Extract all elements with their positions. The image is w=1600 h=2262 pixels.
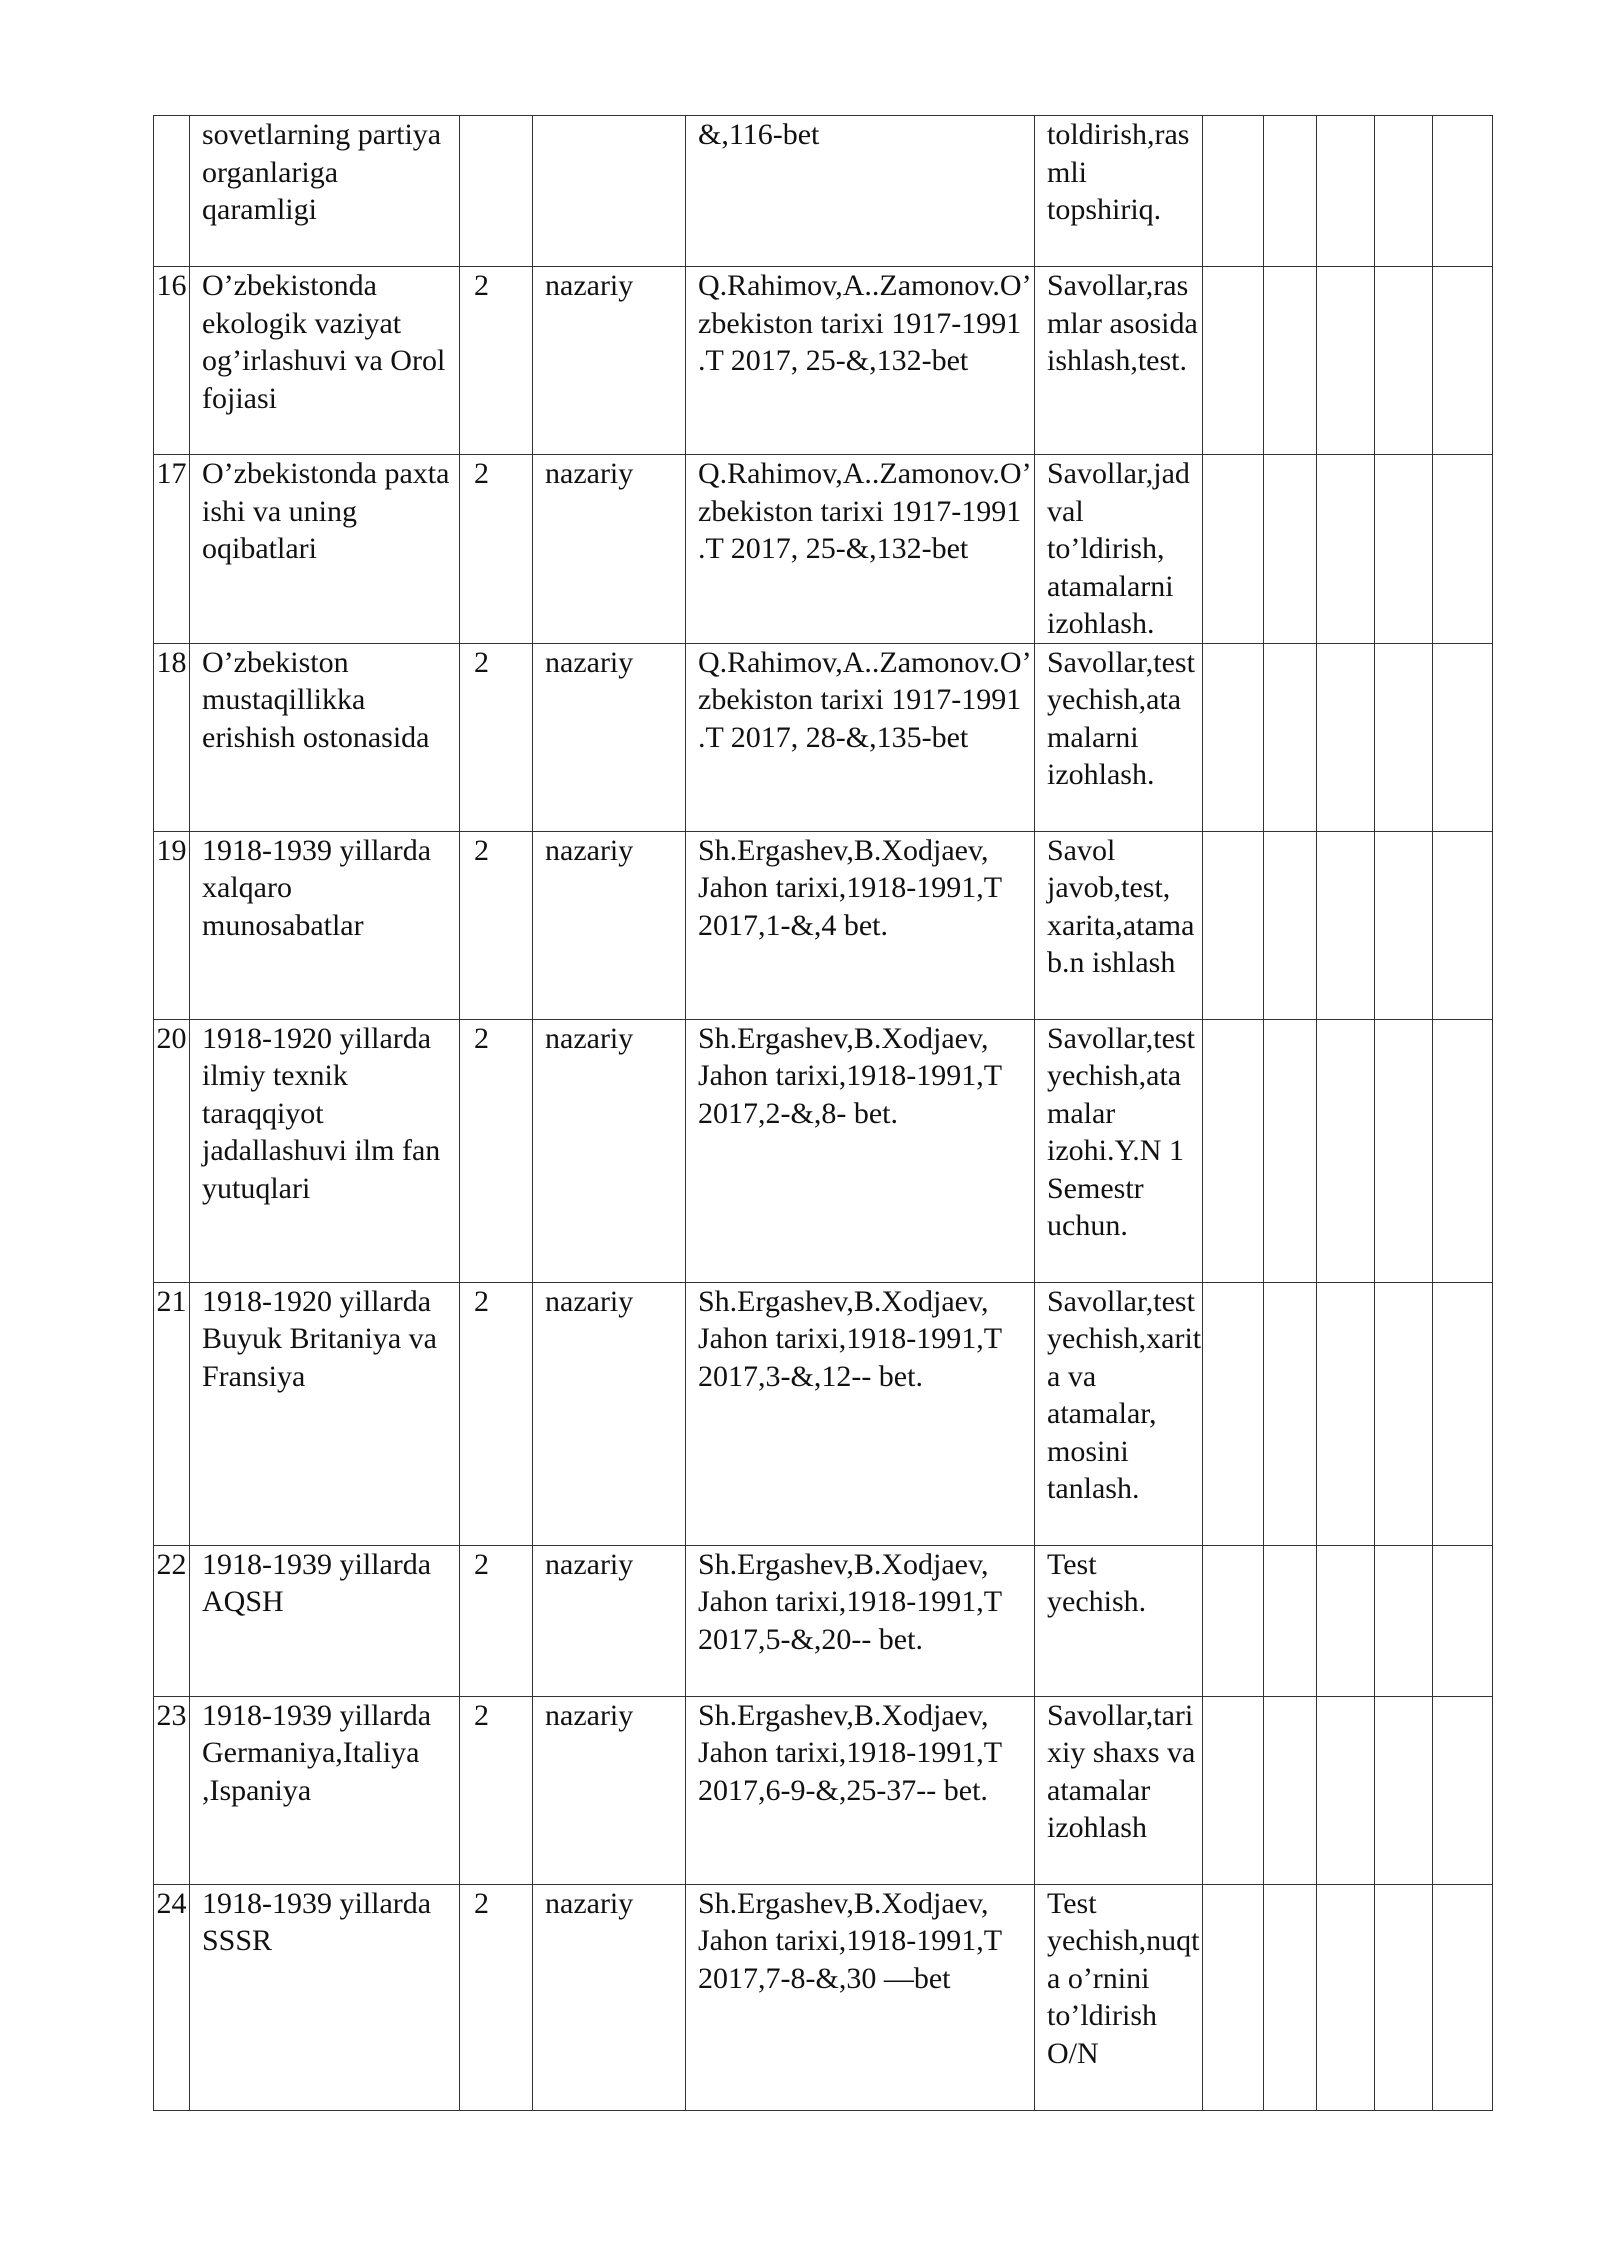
lesson-type-cell	[533, 1545, 686, 1696]
empty-cell	[1203, 831, 1264, 1019]
hours-cell	[460, 1282, 533, 1545]
topic-cell	[190, 267, 460, 455]
empty-cell	[1317, 267, 1375, 455]
empty-cell	[1375, 831, 1433, 1019]
lesson-type-cell-text: nazariy	[545, 833, 634, 867]
literature-cell	[686, 831, 1035, 1019]
empty-cell	[1375, 1282, 1433, 1545]
empty-cell	[1317, 831, 1375, 1019]
hours-cell-text: 2	[474, 1886, 489, 1920]
literature-cell	[686, 1545, 1035, 1696]
empty-cell	[1264, 267, 1317, 455]
topic-cell	[190, 1545, 460, 1696]
empty-cell	[1433, 643, 1493, 831]
row-number-text: 24	[156, 1886, 187, 1920]
tasks-cell	[1035, 1884, 1203, 2110]
lesson-type-cell	[533, 643, 686, 831]
empty-cell	[1264, 1282, 1317, 1545]
topic-cell	[190, 831, 460, 1019]
empty-cell	[1433, 1282, 1493, 1545]
empty-cell	[1375, 455, 1433, 644]
lesson-type-cell-text: nazariy	[545, 1698, 634, 1732]
lesson-type-cell-text: nazariy	[545, 269, 634, 302]
empty-cell	[1433, 1545, 1493, 1696]
empty-cell	[1317, 1884, 1375, 2110]
lesson-type-cell-text: nazariy	[545, 1284, 634, 1318]
lesson-type-cell	[533, 1696, 686, 1884]
hours-cell-text: 2	[474, 1698, 489, 1732]
empty-cell	[1375, 643, 1433, 831]
empty-cell	[1203, 116, 1264, 267]
row-number	[154, 1545, 190, 1696]
literature-cell	[686, 643, 1035, 831]
table-row	[154, 1019, 1493, 1282]
empty-cell	[1203, 1696, 1264, 1884]
row-number-text: 21	[156, 1284, 187, 1318]
tasks-cell	[1035, 1282, 1203, 1545]
hours-cell	[460, 1696, 533, 1884]
tasks-cell	[1035, 267, 1203, 455]
empty-cell	[1317, 455, 1375, 644]
row-number	[154, 116, 190, 267]
literature-cell-text: &,116-bet	[698, 118, 820, 151]
row-number-text: 20	[156, 1021, 187, 1055]
lesson-plan-table	[153, 115, 1493, 2111]
hours-cell	[460, 1884, 533, 2110]
tasks-cell	[1035, 116, 1203, 267]
empty-cell	[1203, 643, 1264, 831]
tasks-cell-text: Savollar,test yechish,xarita va atamalar, mosini tanlash.	[1047, 1284, 1202, 1505]
hours-cell-text: 2	[474, 1284, 489, 1318]
lesson-type-cell	[533, 116, 686, 267]
tasks-cell	[1035, 643, 1203, 831]
empty-cell	[1317, 116, 1375, 267]
topic-cell-text: 1918-1939 yillarda xalqaro munosabatlar	[202, 833, 432, 942]
empty-cell	[1203, 1545, 1264, 1696]
hours-cell-text: 2	[474, 1547, 489, 1581]
literature-cell-text: Q.Rahimov,A..Zamonov.O’zbekiston tarixi 1917-1991 .T 2017, 25-&,132-bet	[698, 269, 1032, 377]
row-number-text: 19	[156, 833, 187, 867]
lesson-type-cell	[533, 267, 686, 455]
empty-cell	[1203, 455, 1264, 644]
hours-cell-text: 2	[474, 269, 489, 302]
empty-cell	[1433, 116, 1493, 267]
row-number-text: 22	[156, 1547, 187, 1581]
tasks-cell	[1035, 1696, 1203, 1884]
row-number-text: 18	[156, 645, 187, 679]
topic-cell-text: 1918-1920 yillarda Buyuk Britaniya va Fransiya	[202, 1284, 437, 1393]
row-number	[154, 831, 190, 1019]
lesson-type-cell	[533, 1282, 686, 1545]
empty-cell	[1264, 455, 1317, 644]
hours-cell	[460, 1545, 533, 1696]
row-number	[154, 1884, 190, 2110]
empty-cell	[1375, 1545, 1433, 1696]
literature-cell-text: Sh.Ergashev,B.Xodjaev, Jahon tarixi,1918-1991,T 2017,7-8-&,30 —bet	[698, 1886, 1002, 1995]
lesson-type-cell-text: nazariy	[545, 645, 634, 679]
topic-cell-text: 1918-1939 yillarda SSSR	[202, 1886, 432, 1957]
empty-cell	[1433, 1019, 1493, 1282]
topic-cell-text: 1918-1920 yillarda ilmiy texnik taraqqiyot jadallashuvi ilm fan yutuqlari	[202, 1021, 441, 1205]
topic-cell	[190, 1884, 460, 2110]
hours-cell-text: 2	[474, 1021, 489, 1055]
literature-cell-text: Sh.Ergashev,B.Xodjaev, Jahon tarixi,1918-1991,T 2017,6-9-&,25-37-- bet.	[698, 1698, 1002, 1807]
literature-cell	[686, 1696, 1035, 1884]
table-row	[154, 1696, 1493, 1884]
topic-cell-text: 1918-1939 yillarda Germaniya,Italiya ,Ispaniya	[202, 1698, 432, 1807]
empty-cell	[1203, 267, 1264, 455]
table-row	[154, 1282, 1493, 1545]
literature-cell	[686, 1282, 1035, 1545]
topic-cell-text: O’zbekistonda paxta ishi va uning oqibatlari	[202, 457, 450, 565]
hours-cell-text: 2	[474, 645, 489, 679]
topic-cell	[190, 116, 460, 267]
table-row	[154, 455, 1493, 644]
topic-cell-text: O’zbekistonda ekologik vaziyat og’irlashuvi va Orol fojiasi	[202, 269, 446, 415]
empty-cell	[1375, 267, 1433, 455]
row-number-text: 17	[156, 457, 187, 490]
empty-cell	[1264, 1884, 1317, 2110]
topic-cell-text: 1918-1939 yillarda AQSH	[202, 1547, 432, 1618]
empty-cell	[1317, 1696, 1375, 1884]
lesson-type-cell	[533, 1884, 686, 2110]
row-number	[154, 455, 190, 644]
literature-cell-text: Sh.Ergashev,B.Xodjaev, Jahon tarixi,1918-1991,T 2017,2-&,8- bet.	[698, 1021, 1002, 1130]
lesson-type-cell	[533, 455, 686, 644]
tasks-cell-text: Savol javob,test, xarita,atama b.n ishlash	[1047, 833, 1195, 979]
row-number	[154, 1696, 190, 1884]
literature-cell	[686, 1884, 1035, 2110]
tasks-cell-text: Savollar,rasmlar asosida ishlash,test.	[1047, 269, 1198, 377]
table-row	[154, 267, 1493, 455]
lesson-type-cell-text: nazariy	[545, 457, 634, 490]
tasks-cell-text: Test yechish.	[1047, 1547, 1147, 1618]
hours-cell-text: 2	[474, 457, 489, 490]
hours-cell	[460, 116, 533, 267]
tasks-cell-text: Savollar,jadval to’ldirish, atamalarni izohlash.	[1047, 457, 1190, 640]
tasks-cell	[1035, 831, 1203, 1019]
literature-cell-text: Q.Rahimov,A..Zamonov.O’zbekiston tarixi 1917-1991 .T 2017, 25-&,132-bet	[698, 457, 1032, 565]
literature-cell	[686, 455, 1035, 644]
empty-cell	[1203, 1282, 1264, 1545]
row-number	[154, 1282, 190, 1545]
hours-cell	[460, 267, 533, 455]
empty-cell	[1375, 1019, 1433, 1282]
tasks-cell	[1035, 1019, 1203, 1282]
lesson-type-cell	[533, 831, 686, 1019]
topic-cell	[190, 455, 460, 644]
empty-cell	[1203, 1884, 1264, 2110]
empty-cell	[1264, 831, 1317, 1019]
row-number	[154, 643, 190, 831]
empty-cell	[1375, 116, 1433, 267]
empty-cell	[1317, 643, 1375, 831]
empty-cell	[1375, 1884, 1433, 2110]
topic-cell	[190, 1696, 460, 1884]
empty-cell	[1317, 1282, 1375, 1545]
literature-cell	[686, 267, 1035, 455]
empty-cell	[1264, 1019, 1317, 1282]
row-number-text: 16	[156, 269, 187, 302]
empty-cell	[1375, 1696, 1433, 1884]
literature-cell	[686, 116, 1035, 267]
table-row	[154, 831, 1493, 1019]
topic-cell-text: sovetlarning partiya organlariga qaramligi	[202, 118, 442, 226]
table-row	[154, 116, 1493, 267]
tasks-cell-text: Savollar,tarixiy shaxs va atamalar izohlash	[1047, 1698, 1196, 1844]
hours-cell	[460, 1019, 533, 1282]
tasks-cell	[1035, 1545, 1203, 1696]
tasks-cell-text: Savollar,test yechish,atamalarni izohlash.	[1047, 645, 1195, 791]
literature-cell-text: Sh.Ergashev,B.Xodjaev, Jahon tarixi,1918-1991,T 2017,5-&,20-- bet.	[698, 1547, 1002, 1656]
empty-cell	[1317, 1019, 1375, 1282]
literature-cell-text: Sh.Ergashev,B.Xodjaev, Jahon tarixi,1918-1991,T 2017,1-&,4 bet.	[698, 833, 1002, 942]
empty-cell	[1264, 1545, 1317, 1696]
lesson-type-cell-text: nazariy	[545, 1021, 634, 1055]
row-number-text: 23	[156, 1698, 187, 1732]
empty-cell	[1433, 1884, 1493, 2110]
hours-cell	[460, 455, 533, 644]
row-number	[154, 1019, 190, 1282]
table-row	[154, 1884, 1493, 2110]
empty-cell	[1203, 1019, 1264, 1282]
empty-cell	[1264, 1696, 1317, 1884]
lesson-type-cell-text: nazariy	[545, 1547, 634, 1581]
table-row	[154, 643, 1493, 831]
empty-cell	[1264, 116, 1317, 267]
tasks-cell-text: toldirish,rasmli topshiriq.	[1047, 118, 1190, 226]
literature-cell-text: Sh.Ergashev,B.Xodjaev, Jahon tarixi,1918-1991,T 2017,3-&,12-- bet.	[698, 1284, 1002, 1393]
topic-cell	[190, 1282, 460, 1545]
tasks-cell	[1035, 455, 1203, 644]
topic-cell-text: O’zbekiston mustaqillikka erishish ostonasida	[202, 645, 430, 754]
lesson-type-cell-text: nazariy	[545, 1886, 634, 1920]
empty-cell	[1317, 1545, 1375, 1696]
empty-cell	[1433, 831, 1493, 1019]
empty-cell	[1433, 1696, 1493, 1884]
tasks-cell-text: Test yechish,nuqta o’rnini to’ldirish O/N	[1047, 1886, 1200, 2070]
hours-cell	[460, 831, 533, 1019]
hours-cell-text: 2	[474, 833, 489, 867]
empty-cell	[1433, 267, 1493, 455]
topic-cell	[190, 643, 460, 831]
table-row	[154, 1545, 1493, 1696]
empty-cell	[1433, 455, 1493, 644]
literature-cell-text: Q.Rahimov,A..Zamonov.O’zbekiston tarixi 1917-1991 .T 2017, 28-&,135-bet	[698, 645, 1032, 754]
row-number	[154, 267, 190, 455]
literature-cell	[686, 1019, 1035, 1282]
empty-cell	[1264, 643, 1317, 831]
lesson-plan-body	[154, 116, 1493, 2111]
lesson-type-cell	[533, 1019, 686, 1282]
topic-cell	[190, 1019, 460, 1282]
hours-cell	[460, 643, 533, 831]
tasks-cell-text: Savollar,test yechish,atamalar izohi.Y.N 1 Semestr uchun.	[1047, 1021, 1195, 1242]
